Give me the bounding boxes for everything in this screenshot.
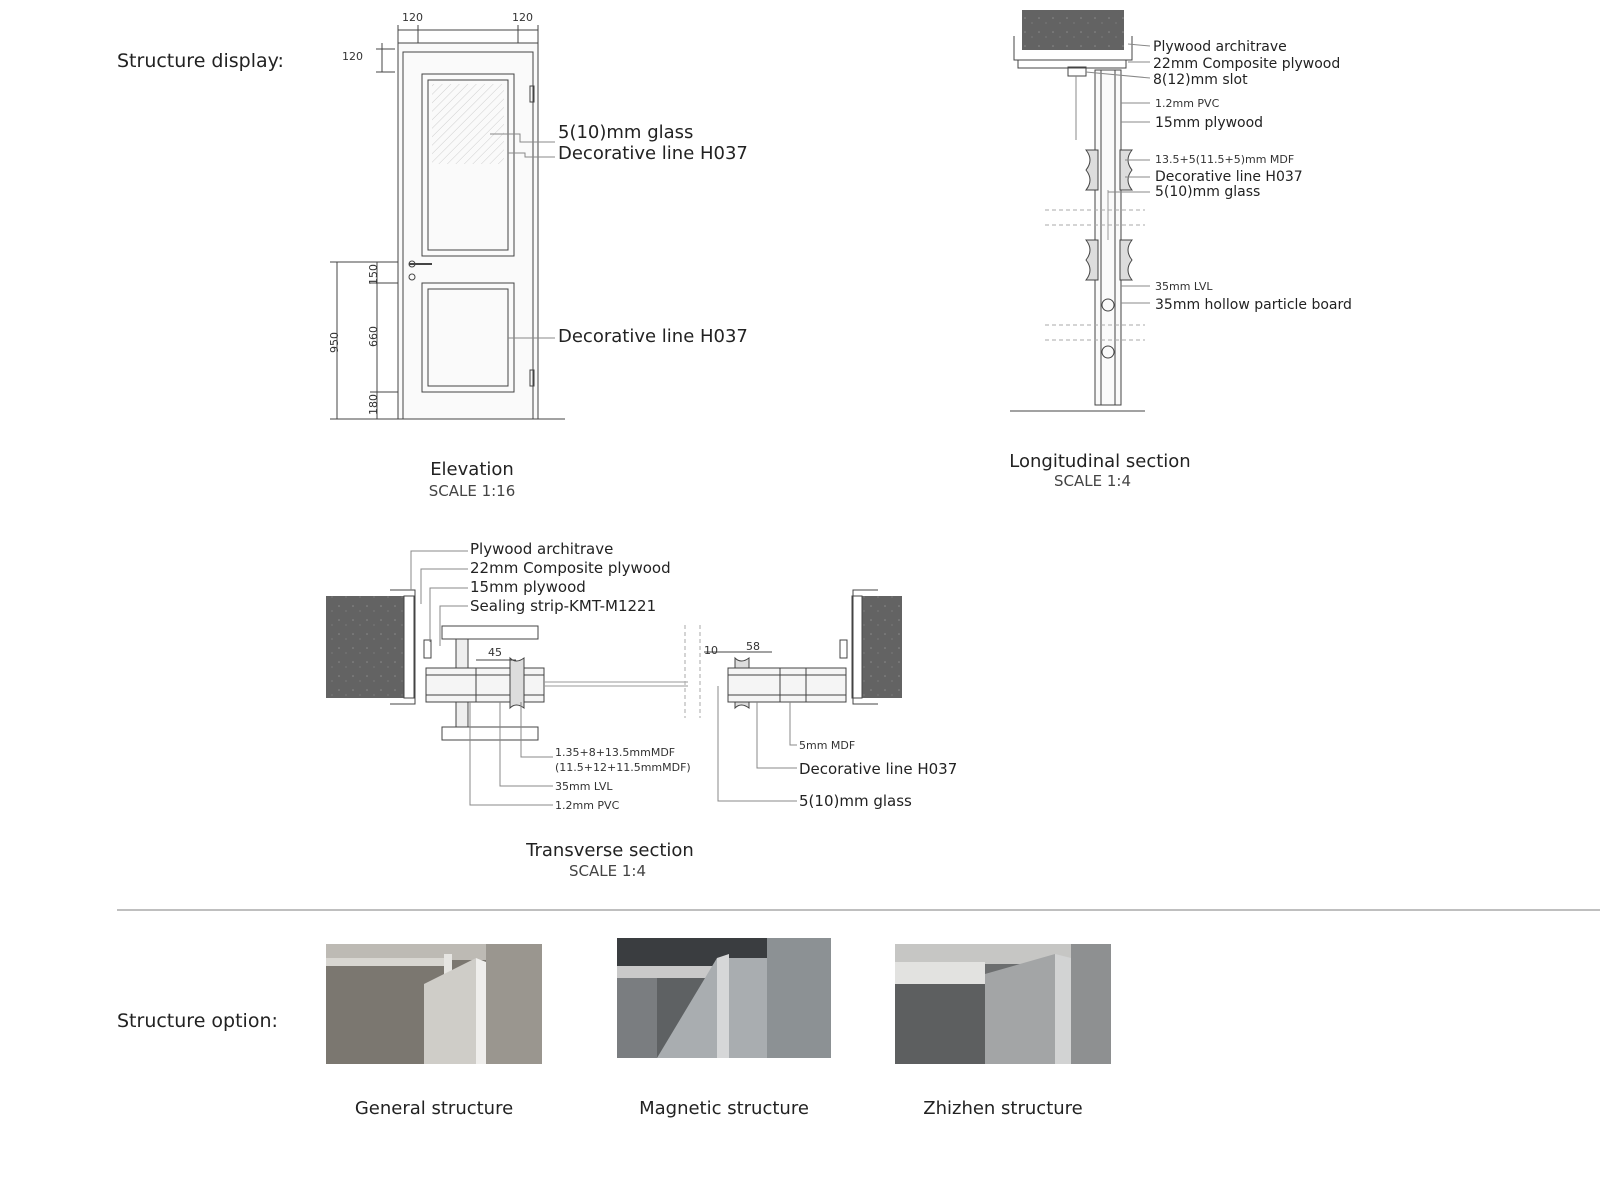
elevation-drawing	[330, 25, 565, 419]
elevation-callout-decorative-lower: Decorative line H037	[558, 326, 748, 347]
trans-callout-architrave: Plywood architrave	[470, 540, 614, 558]
transverse-scale: SCALE 1:4	[569, 862, 646, 880]
option-label-magnetic: Magnetic structure	[639, 1098, 809, 1119]
trans-dim-45: 45	[488, 646, 502, 659]
longitudinal-title: Longitudinal section	[1009, 451, 1191, 472]
long-callout-mdf: 13.5+5(11.5+5)mm MDF	[1155, 153, 1295, 166]
long-callout-decorative: Decorative line H037	[1155, 169, 1303, 185]
long-callout-slot: 8(12)mm slot	[1153, 72, 1248, 88]
trans-callout-pvc: 1.2mm PVC	[555, 799, 620, 812]
general-structure-image	[326, 944, 542, 1064]
structure-display-label: Structure display:	[117, 50, 284, 72]
trans-callout-mdf-1: 1.35+8+13.5mmMDF	[555, 746, 676, 759]
trans-callout-composite-plywood: 22mm Composite plywood	[470, 559, 671, 577]
elevation-dim-150: 150	[367, 264, 380, 285]
trans-callout-glass: 5(10)mm glass	[799, 792, 912, 810]
long-callout-architrave: Plywood architrave	[1153, 39, 1287, 55]
elevation-dim-top-right: 120	[512, 11, 533, 24]
elevation-scale: SCALE 1:16	[428, 482, 516, 500]
magnetic-structure-image	[617, 938, 831, 1058]
elevation-callout-glass: 5(10)mm glass	[558, 122, 694, 143]
option-label-general: General structure	[354, 1098, 514, 1119]
transverse-title: Transverse section	[526, 840, 694, 861]
trans-dim-58: 58	[746, 640, 760, 653]
option-label-zhizhen: Zhizhen structure	[923, 1098, 1083, 1119]
long-callout-lvl: 35mm LVL	[1155, 280, 1213, 293]
elevation-dim-side-top: 120	[342, 50, 363, 63]
long-callout-particle-board: 35mm hollow particle board	[1155, 297, 1352, 313]
elevation-dim-950: 950	[328, 332, 341, 353]
longitudinal-section-drawing	[1010, 10, 1150, 411]
longitudinal-scale: SCALE 1:4	[1054, 472, 1131, 490]
elevation-dim-top-left: 120	[402, 11, 423, 24]
long-callout-composite-plywood: 22mm Composite plywood	[1153, 56, 1341, 72]
trans-callout-lvl: 35mm LVL	[555, 780, 613, 793]
structure-option-label: Structure option:	[117, 1010, 278, 1032]
elevation-title: Elevation	[430, 459, 514, 480]
trans-callout-5mm-mdf: 5mm MDF	[799, 739, 856, 752]
trans-dim-10: 10	[704, 644, 718, 657]
elevation-dim-180: 180	[367, 394, 380, 415]
long-callout-pvc: 1.2mm PVC	[1155, 97, 1220, 110]
trans-callout-sealing-strip: Sealing strip-KMT-M1221	[470, 597, 657, 615]
long-callout-glass: 5(10)mm glass	[1155, 184, 1261, 200]
elevation-callout-decorative-upper: Decorative line H037	[558, 143, 748, 164]
zhizhen-structure-image	[895, 944, 1111, 1064]
trans-callout-plywood: 15mm plywood	[470, 578, 586, 596]
elevation-dim-660: 660	[367, 326, 380, 347]
trans-callout-mdf-2: (11.5+12+11.5mmMDF)	[555, 761, 691, 774]
long-callout-plywood: 15mm plywood	[1155, 115, 1264, 131]
trans-callout-decorative: Decorative line H037	[799, 760, 958, 778]
